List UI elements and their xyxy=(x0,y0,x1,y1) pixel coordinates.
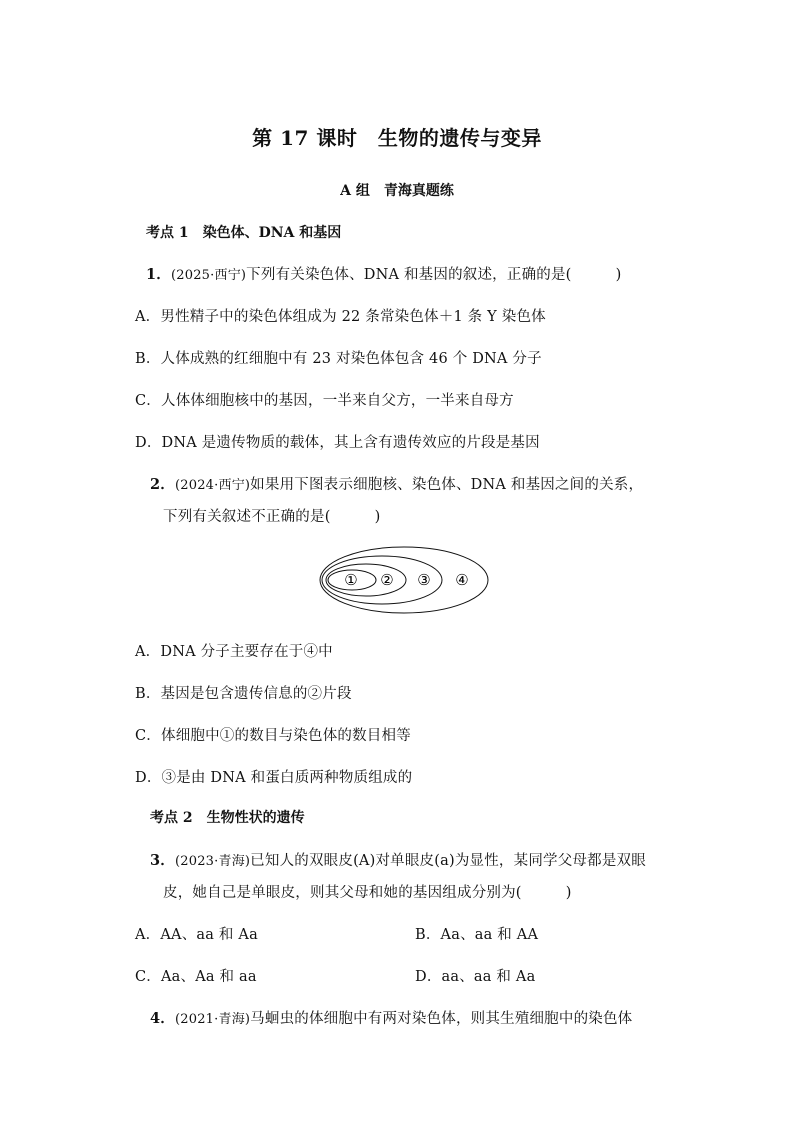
question-source: (2024·西宁) xyxy=(175,478,251,493)
section-heading-2: 考点 2 生物性状的遗传 xyxy=(150,810,305,826)
question-text: 已知人的双眼皮(A)对单眼皮(a)为显性，某同学父母都是双眼 xyxy=(250,853,646,869)
question-3-stem-line2: 皮，她自己是单眼皮，则其父母和她的基因组成分别为( ) xyxy=(163,885,572,901)
question-3-option-d: D．aa、aa 和 Aa xyxy=(415,969,536,985)
question-text: 马蛔虫的体细胞中有两对染色体，则其生殖细胞中的染色体 xyxy=(250,1011,633,1027)
question-number: 3． xyxy=(150,852,175,869)
question-2-option-b: B．基因是包含遗传信息的②片段 xyxy=(135,686,352,702)
question-number: 2． xyxy=(150,476,175,493)
question-number: 1． xyxy=(146,266,171,283)
question-4-stem-line1 xyxy=(150,1007,632,1028)
question-2-option-d: D．③是由 DNA 和蛋白质两种物质组成的 xyxy=(135,770,413,786)
nested-ellipse-diagram xyxy=(318,544,490,616)
question-number: 4． xyxy=(150,1010,175,1027)
ellipse-2 xyxy=(326,564,406,596)
diagram-label-3: ③ xyxy=(417,571,431,589)
question-3-option-b: B．Aa、aa 和 AA xyxy=(415,927,539,943)
diagram-label-1: ① xyxy=(344,571,358,589)
question-3-option-a: A．AA、aa 和 Aa xyxy=(135,927,258,943)
question-text: 下列有关染色体、DNA 和基因的叙述，正确的是( ) xyxy=(246,267,622,283)
question-2-stem-line2: 下列有关叙述不正确的是( ) xyxy=(163,509,381,525)
question-2-option-c: C．体细胞中①的数目与染色体的数目相等 xyxy=(135,728,411,744)
page-title: 第 17 课时 生物的遗传与变异 xyxy=(252,126,542,150)
question-2-stem-line1 xyxy=(150,473,643,494)
question-1-option-b: B．人体成熟的红细胞中有 23 对染色体包含 46 个 DNA 分子 xyxy=(135,351,542,367)
question-2-option-a: A．DNA 分子主要存在于④中 xyxy=(135,644,333,660)
question-1-option-d: D．DNA 是遗传物质的载体，其上含有遗传效应的片段是基因 xyxy=(135,435,540,451)
question-source: (2025·西宁) xyxy=(171,268,247,283)
question-1-option-c: C．人体体细胞核中的基因，一半来自父方，一半来自母方 xyxy=(135,393,514,409)
question-source: (2021·青海) xyxy=(175,1012,251,1027)
question-1-option-a: A．男性精子中的染色体组成为 22 条常染色体＋1 条 Y 染色体 xyxy=(135,309,546,325)
question-source: (2023·青海) xyxy=(175,854,251,869)
question-1-stem xyxy=(146,263,621,284)
question-3-stem-line1 xyxy=(150,849,646,870)
question-text: 如果用下图表示细胞核、染色体、DNA 和基因之间的关系， xyxy=(250,477,644,493)
diagram-label-4: ④ xyxy=(455,571,469,589)
section-heading-1: 考点 1 染色体、DNA 和基因 xyxy=(146,225,342,241)
question-3-option-c: C．Aa、Aa 和 aa xyxy=(135,969,257,985)
diagram-label-2: ② xyxy=(380,571,394,589)
group-heading: A 组 青海真题练 xyxy=(340,183,454,199)
